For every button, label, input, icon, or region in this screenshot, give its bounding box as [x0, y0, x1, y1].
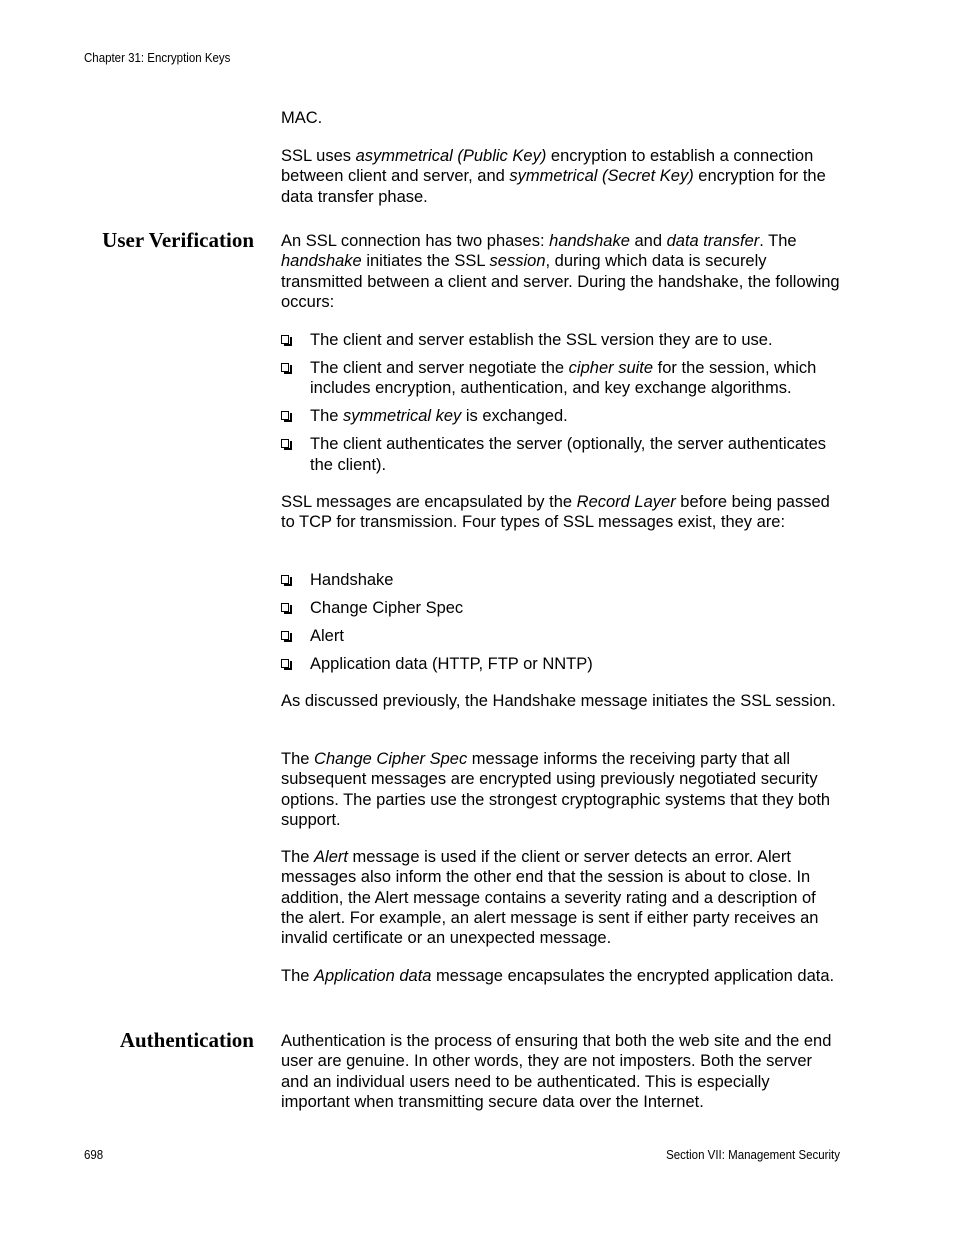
list-item: Application data (HTTP, FTP or NNTP)	[281, 654, 841, 674]
uv-paragraph-record-layer: SSL messages are encapsulated by the Record Layer before being passed to TCP for transmission. Four types of SSL messages exist, they are:	[281, 493, 830, 532]
running-header: Chapter 31: Encryption Keys	[84, 51, 231, 65]
intro-mac: MAC.	[281, 109, 323, 127]
page-number: 698	[84, 1148, 104, 1162]
section-heading-user-verification: User Verification	[102, 228, 254, 252]
list-item: The client and server establish the SSL version they are to use.	[281, 330, 841, 350]
list-item: The client and server negotiate the cipher suite for the session, which includes encryption, authentication, and key exchange algorithms.	[281, 358, 841, 399]
bullet-box-icon	[281, 363, 289, 372]
bullet-box-icon	[281, 659, 289, 668]
uv-paragraph-phases: An SSL connection has two phases: handshake and data transfer. The handshake initiates the SSL session, during which data is securely transmitted between a client and server. During the handshake, the following occurs:	[281, 232, 840, 311]
uv-paragraph-alert: The Alert message is used if the client or server detects an error. Alert messages also inform the other end that the session is about to close. In addition, the Alert message contains a severity rating and a description of the alert. For example, an alert message is sent if either party receives an invalid certificate or an unexpected message.	[281, 848, 819, 948]
uv-paragraph-application-data: The Application data message encapsulates the encrypted application data.	[281, 967, 835, 985]
intro-paragraph: SSL uses asymmetrical (Public Key) encryption to establish a connection between client and server, and symmetrical (Secret Key) encryption for the data transfer phase.	[281, 147, 826, 206]
running-footer: Section VII: Management Security	[666, 1148, 840, 1162]
list-item: The symmetrical key is exchanged.	[281, 406, 841, 426]
uv-paragraph-change-cipher: The Change Cipher Spec message informs the receiving party that all subsequent messages are encrypted using previously negotiated security options. The parties use the strongest cryptographic systems that they both support.	[281, 750, 831, 829]
list-item: Alert	[281, 626, 841, 646]
message-types-list	[281, 570, 841, 674]
bullet-box-icon	[281, 631, 289, 640]
list-item: The client authenticates the server (optionally, the server authenticates the client).	[281, 434, 841, 475]
uv-paragraph-handshake: As discussed previously, the Handshake message initiates the SSL session.	[281, 692, 836, 710]
bullet-box-icon	[281, 411, 289, 420]
bullet-box-icon	[281, 335, 289, 344]
bullet-box-icon	[281, 603, 289, 612]
list-item: Handshake	[281, 570, 841, 590]
section-heading-authentication: Authentication	[119, 1028, 254, 1052]
bullet-box-icon	[281, 575, 289, 584]
list-item: Change Cipher Spec	[281, 598, 841, 618]
bullet-box-icon	[281, 439, 289, 448]
handshake-steps-list	[281, 330, 841, 475]
auth-paragraph: Authentication is the process of ensuring that both the web site and the end user are genuine. In other words, they are not imposters. Both the server and an individual users need to be authenticated. This is especially important when transmitting secure data over the Internet.	[281, 1032, 832, 1111]
